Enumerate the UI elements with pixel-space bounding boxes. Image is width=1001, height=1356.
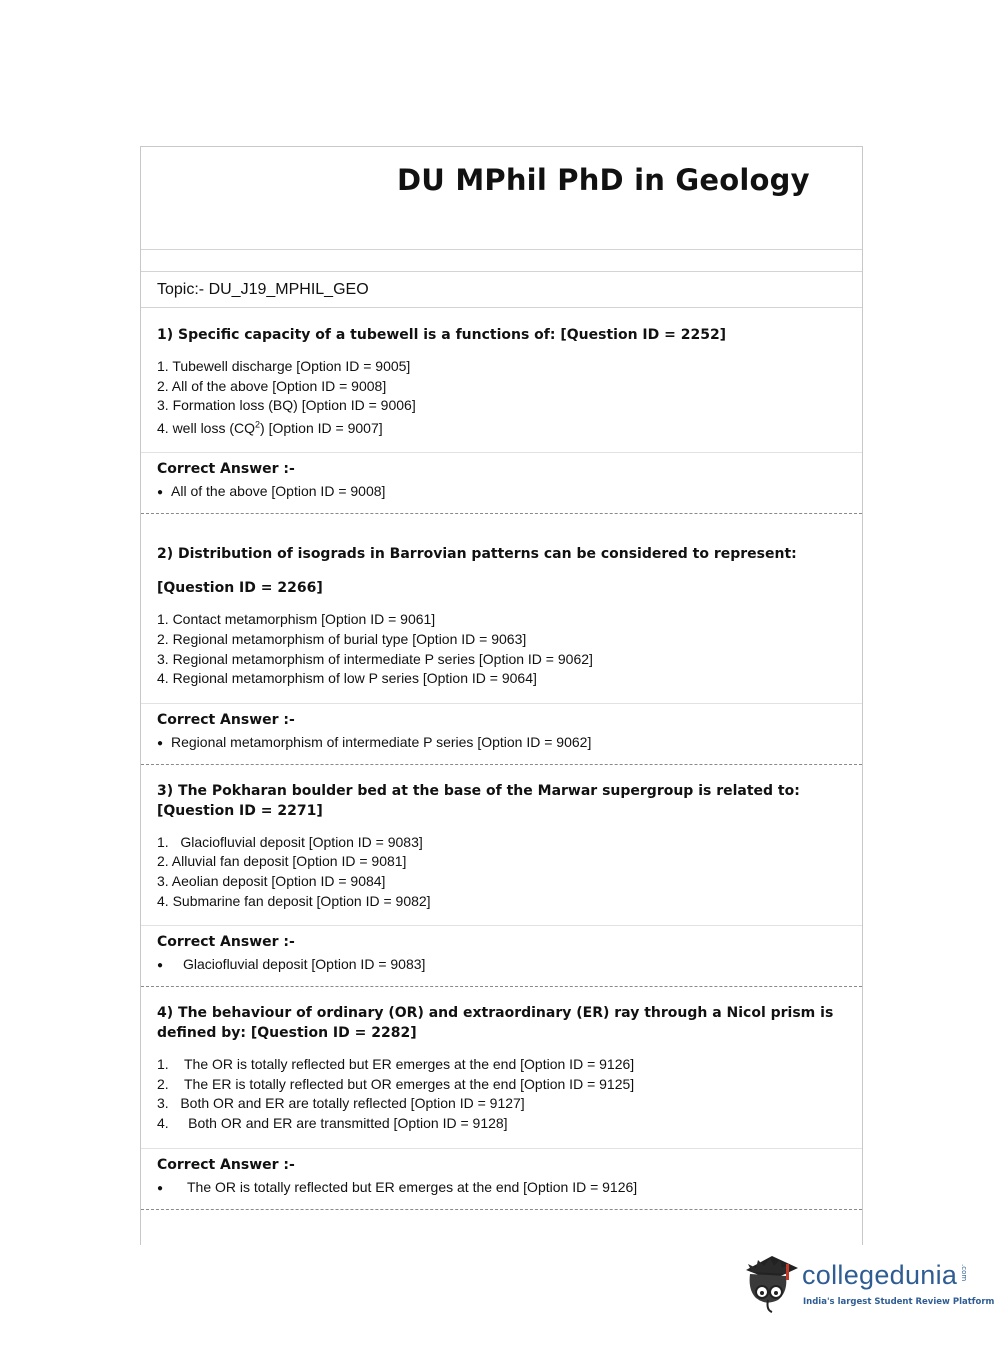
logo-domain: .com bbox=[960, 1264, 968, 1282]
option-text: 4. well loss (CQ bbox=[157, 419, 256, 436]
option-list bbox=[157, 357, 846, 452]
option-item: 3. Regional metamorphism of intermediate P series [Option ID = 9062] bbox=[157, 650, 593, 667]
logo-wordmark: collegedunia bbox=[802, 1260, 958, 1290]
option-item: 2. The ER is totally reflected but OR emerges at the end [Option ID = 9125] bbox=[157, 1075, 635, 1092]
answer-1 bbox=[141, 453, 862, 514]
option-list bbox=[157, 833, 846, 925]
question-id: [Question ID = 2266] bbox=[157, 580, 323, 597]
topic-line: Topic:- DU_J19_MPHIL_GEO bbox=[141, 272, 862, 308]
answer-4 bbox=[141, 1149, 862, 1210]
collegedunia-logo[interactable] bbox=[742, 1250, 995, 1316]
answer-text: The OR is totally reflected but ER emerges at the end [Option ID = 9126] bbox=[187, 1178, 638, 1195]
question-1 bbox=[141, 308, 862, 453]
correct-answer-label: Correct Answer :- bbox=[157, 1156, 295, 1173]
logo-tagline: India's largest Student Review Platform bbox=[803, 1297, 995, 1307]
correct-answer-label: Correct Answer :- bbox=[157, 711, 295, 728]
bullet-icon: ● bbox=[157, 1182, 164, 1194]
question-4 bbox=[141, 987, 862, 1148]
answer-text: Regional metamorphism of intermediate P series [Option ID = 9062] bbox=[171, 733, 592, 750]
option-list bbox=[157, 1055, 846, 1147]
answer-item bbox=[157, 1177, 846, 1199]
question-3 bbox=[141, 765, 862, 926]
answer-2 bbox=[141, 704, 862, 765]
option-item: 4. Regional metamorphism of low P series [Option ID = 9064] bbox=[157, 670, 537, 687]
option-list bbox=[157, 610, 846, 702]
option-item: 1. The OR is totally reflected but ER emerges at the end [Option ID = 9126] bbox=[157, 1056, 635, 1073]
page-title: DU MPhil PhD in Geology bbox=[397, 163, 810, 197]
option-item: 4. Both OR and ER are transmitted [Option ID = 9128] bbox=[157, 1114, 508, 1131]
option-text: ) [Option ID = 9007] bbox=[260, 419, 383, 436]
option-item: 3. Both OR and ER are totally reflected [Option ID = 9127] bbox=[157, 1095, 525, 1112]
correct-answer-label: Correct Answer :- bbox=[157, 461, 295, 478]
option-item: 2. Regional metamorphism of burial type [Option ID = 9063] bbox=[157, 630, 527, 647]
option-item bbox=[157, 419, 846, 439]
option-item: 1. Tubewell discharge [Option ID = 9005] bbox=[157, 358, 411, 374]
bullet-icon: ● bbox=[157, 737, 164, 749]
option-item: 1. Glaciofluvial deposit [Option ID = 9083] bbox=[157, 833, 423, 850]
option-item: 3. Aeolian deposit [Option ID = 9084] bbox=[157, 872, 386, 889]
answer-item bbox=[157, 732, 846, 754]
option-item: 2. Alluvial fan deposit [Option ID = 9081] bbox=[157, 853, 407, 870]
option-item: 1. Contact metamorphism [Option ID = 9061] bbox=[157, 611, 436, 628]
option-item: 3. Formation loss (BQ) [Option ID = 9006] bbox=[157, 397, 416, 414]
question-text: 2) Distribution of isograds in Barrovian patterns can be considered to represent: bbox=[157, 546, 797, 563]
option-item: 4. Submarine fan deposit [Option ID = 9082] bbox=[157, 892, 431, 909]
answer-text: All of the above [Option ID = 9008] bbox=[171, 483, 386, 500]
bullet-icon: ● bbox=[157, 960, 164, 972]
document-page bbox=[140, 146, 863, 1245]
superscript: 2 bbox=[255, 419, 261, 430]
mascot-icon bbox=[742, 1250, 802, 1316]
question-text: 1) Specific capacity of a tubewell is a functions of: [Question ID = 2252] bbox=[157, 327, 727, 343]
question-2 bbox=[141, 514, 862, 703]
answer-text: Glaciofluvial deposit [Option ID = 9083] bbox=[183, 956, 426, 973]
option-item: 2. All of the above [Option ID = 9008] bbox=[157, 377, 387, 394]
spacer-row bbox=[141, 250, 862, 272]
question-text: 4) The behaviour of ordinary (OR) and extraordinary (ER) ray through a Nicol prism is defined by: [Question ID = 2282] bbox=[157, 1005, 834, 1042]
correct-answer-label: Correct Answer :- bbox=[157, 934, 295, 951]
answer-item bbox=[157, 954, 846, 976]
title-box bbox=[141, 147, 862, 250]
bullet-icon: ● bbox=[157, 487, 164, 499]
answer-3 bbox=[141, 926, 862, 987]
question-text: 3) The Pokharan boulder bed at the base of the Marwar supergroup is related to: [Question ID = 2271] bbox=[157, 782, 800, 819]
answer-item bbox=[157, 481, 846, 503]
